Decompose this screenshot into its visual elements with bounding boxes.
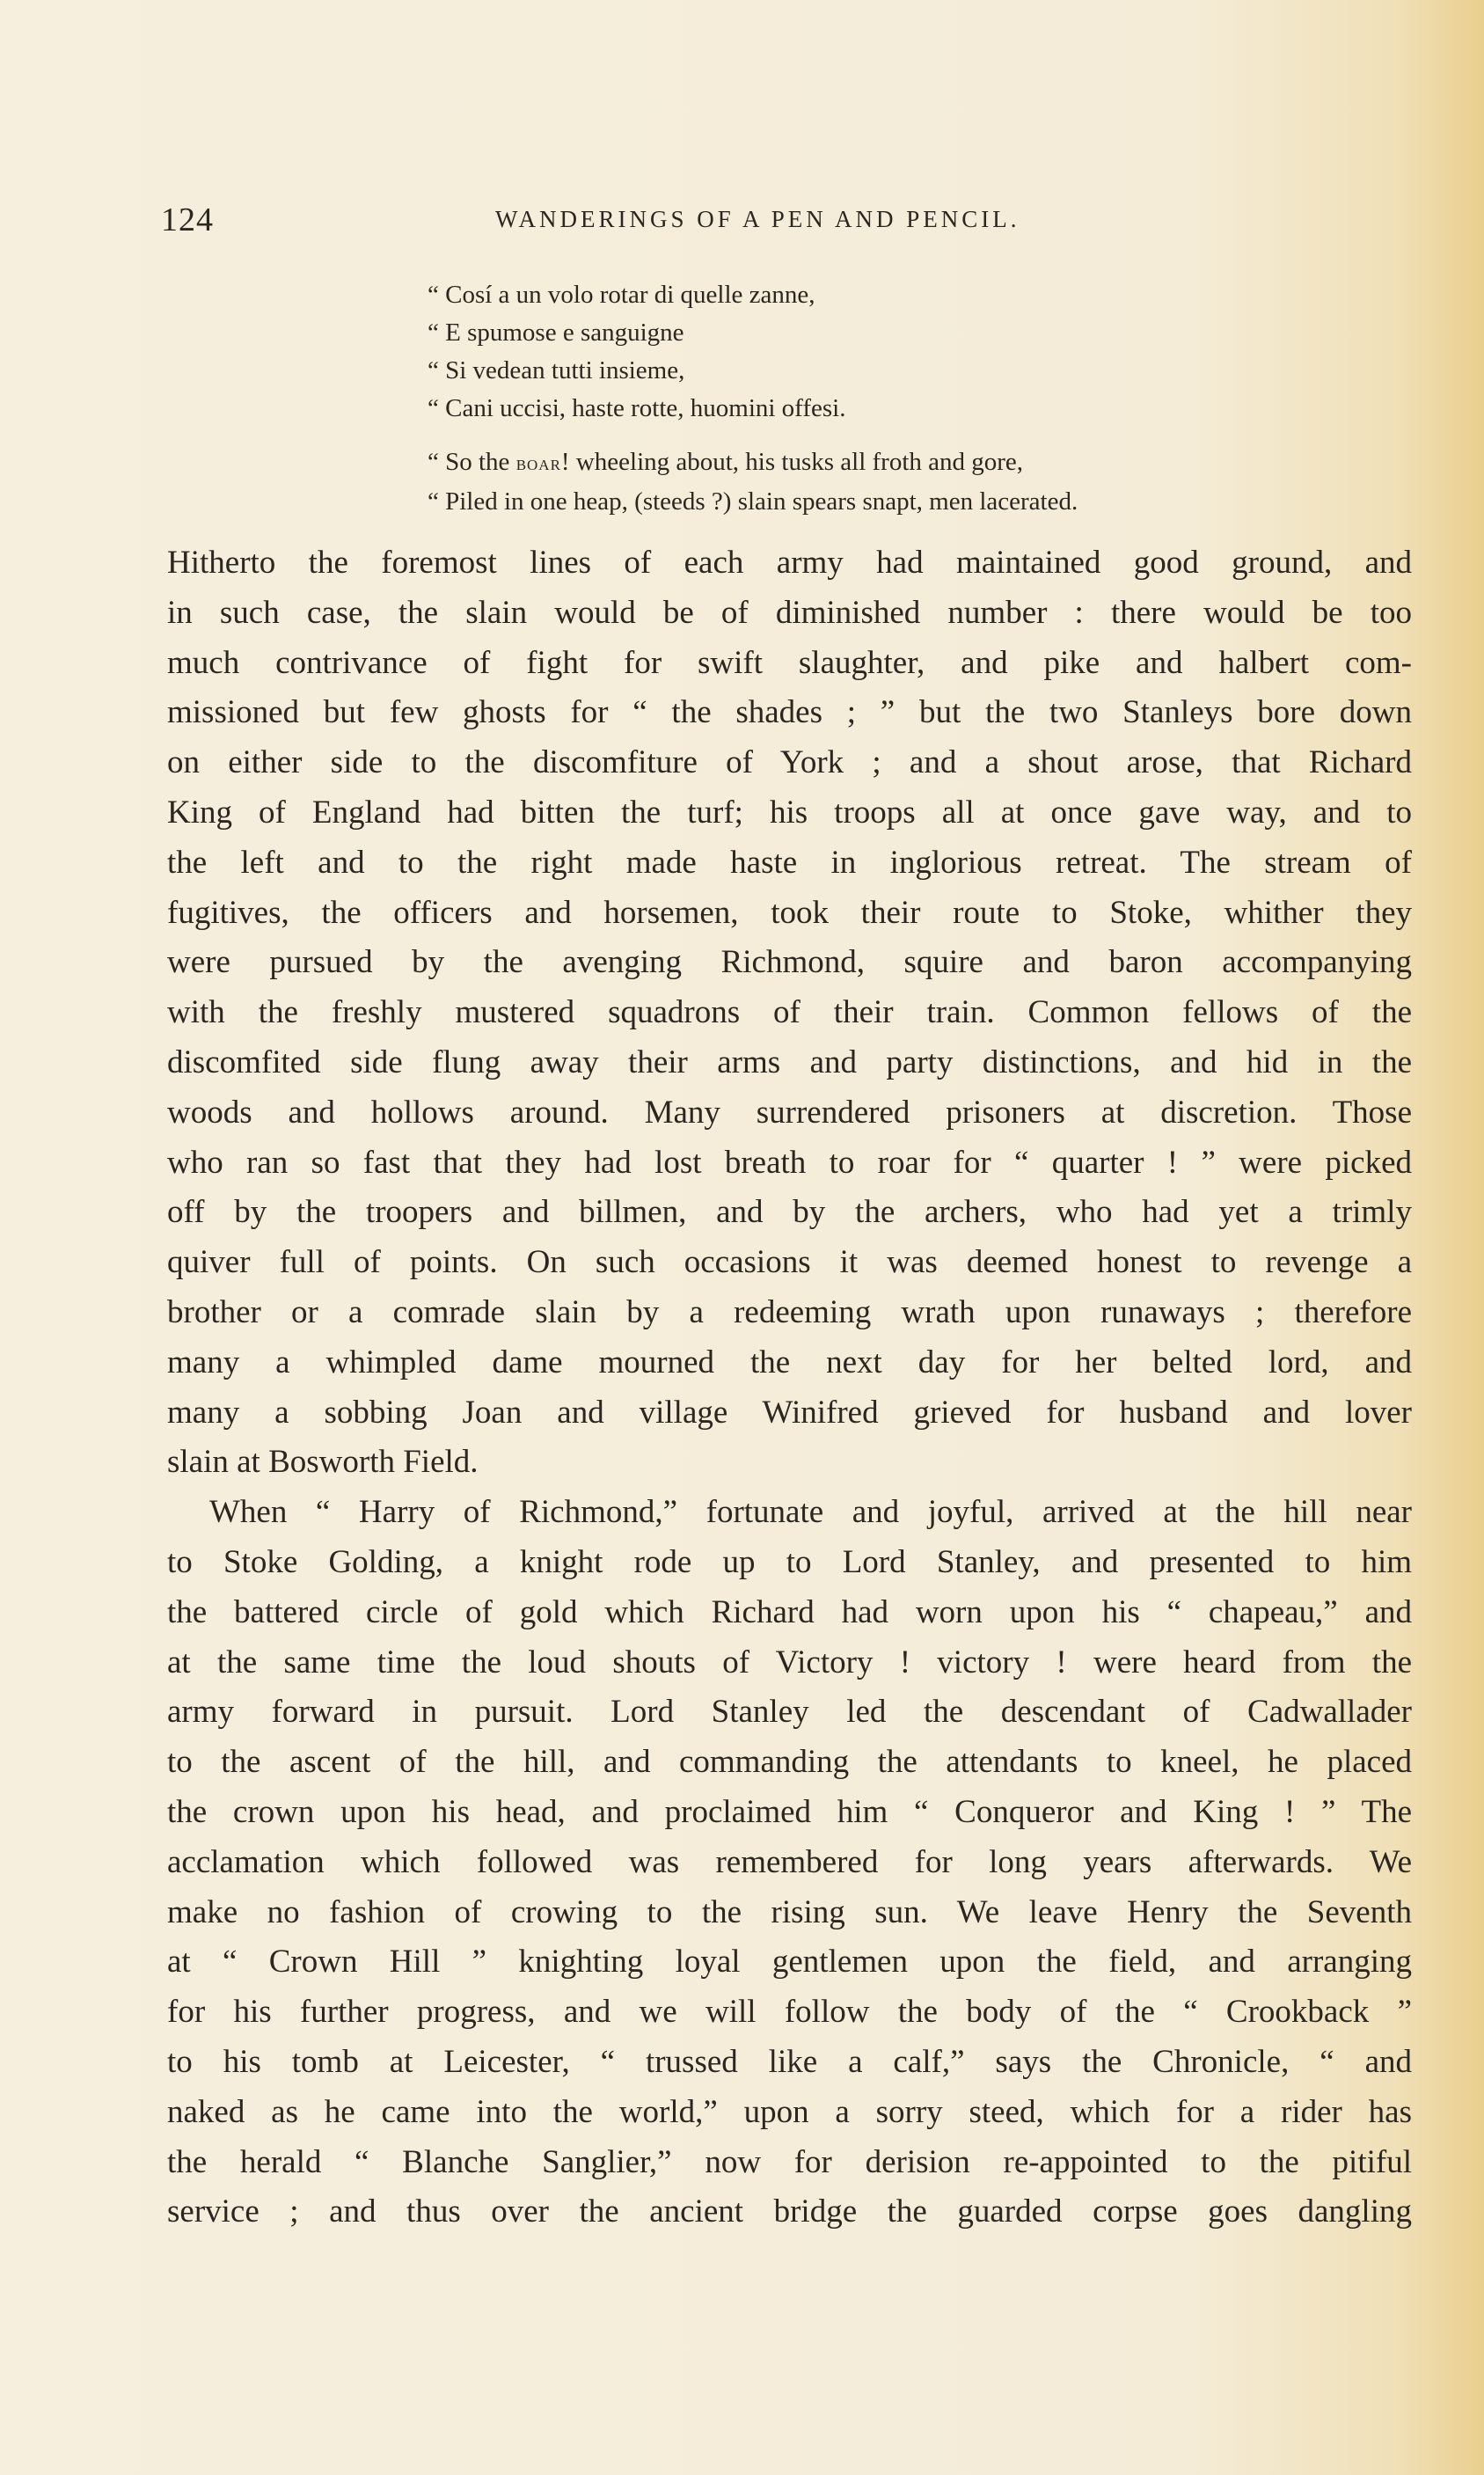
text-line: the battered circle of gold which Richard had worn upon his “ chapeau,” and [167,1593,1412,1630]
page-number: 124 [161,201,214,238]
text-line: many a sobbing Joan and village Winifred grieved for husband and lover [167,1394,1412,1431]
text-line: acclamation which followed was remembered for long years afterwards. We [167,1843,1412,1880]
text-line: King of England had bitten the turf; his troops all at once gave way, and to [167,794,1412,831]
verse-quotation [428,276,1078,521]
text-line: When “ Harry of Richmond,” fortunate and joyful, arrived at the hill near [209,1494,1412,1531]
verse-line: “ E spumose e sanguigne [428,319,684,347]
paragraph-1 [167,538,1412,1488]
text-line: the left and to the right made haste in inglorious retreat. The stream of [167,844,1412,881]
text-line: at the same time the loud shouts of Victory ! victory ! were heard from the [167,1644,1412,1681]
verse-small-caps-word: boar [515,452,561,475]
text-line: discomfited side flung away their arms and party distinctions, and hid in the [167,1043,1412,1080]
verse-line: “ Si vedean tutti insieme, [428,356,685,384]
text-line: the crown upon his head, and proclaimed him “ Conqueror and King ! ” The [167,1793,1412,1830]
verse-translation-line [428,443,1078,483]
verse-fragment: “ So the [428,448,516,476]
text-line: to Stoke Golding, a knight rode up to Lord Stanley, and presented to him [167,1543,1412,1580]
text-line: brother or a comrade slain by a redeeming wrath upon runaways ; therefore [167,1293,1412,1330]
text-line: quiver full of points. On such occasions it was deemed honest to revenge a [167,1244,1412,1281]
text-line: the herald “ Blanche Sanglier,” now for derision re-appointed to the pitiful [167,2143,1412,2180]
text-line: with the freshly mustered squadrons of their train. Common fellows of the [167,994,1412,1031]
verse-line: “ Cani uccisi, haste rotte, huomini offesi. [428,394,846,422]
text-line: to his tomb at Leicester, “ trussed like a calf,” says the Chronicle, “ and [167,2043,1412,2080]
text-line: on either side to the discomfiture of York ; and a shout arose, that Richard [167,744,1412,781]
text-line: slain at Bosworth Field. [167,1444,479,1481]
verse-fragment: ! wheeling about, his tusks all froth and gore, [560,448,1024,476]
text-line: who ran so fast that they had lost breath to roar for “ quarter ! ” were picked [167,1144,1412,1181]
paragraph-2 [167,1488,1412,2237]
text-line: to the ascent of the hill, and commanding the attendants to kneel, he placed [167,1744,1412,1781]
running-title: WANDERINGS OF A PEN AND PENCIL. [495,206,1020,232]
text-line: many a whimpled dame mourned the next day for her belted lord, and [167,1344,1412,1380]
text-line: naked as he came into the world,” upon a sorry steed, which for a rider has [167,2093,1412,2130]
text-line: in such case, the slain would be of diminished number : there would be too [167,594,1412,631]
text-line: off by the troopers and billmen, and by the archers, who had yet a trimly [167,1194,1412,1231]
text-line: at “ Crown Hill ” knighting loyal gentlemen upon the field, and arranging [167,1944,1412,1981]
text-line: Hitherto the foremost lines of each army had maintained good ground, and [167,545,1412,581]
body-text [167,538,1412,2237]
text-line: army forward in pursuit. Lord Stanley led the descendant of Cadwallader [167,1694,1412,1731]
text-line: missioned but few ghosts for “ the shades ; ” but the two Stanleys bore down [167,694,1412,731]
text-line: for his further progress, and we will follow the body of the “ Crookback ” [167,1994,1412,2031]
verse-translation-line: “ Piled in one heap, (steeds ?) slain spears snapt, men lacerated. [428,487,1078,516]
stanza-gap [428,428,1078,443]
text-line: service ; and thus over the ancient bridge the guarded corpse goes dangling [167,2193,1412,2230]
text-line: were pursued by the avenging Richmond, squire and baron accompanying [167,944,1412,981]
text-line: fugitives, the officers and horsemen, took their route to Stoke, whither they [167,894,1412,931]
text-line: woods and hollows around. Many surrendered prisoners at discretion. Those [167,1094,1412,1131]
verse-line: “ Cosí a un volo rotar di quelle zanne, [428,281,815,309]
text-line: make no fashion of crowing to the rising sun. We leave Henry the Seventh [167,1893,1412,1930]
text-line: much contrivance of fight for swift slaughter, and pike and halbert com- [167,644,1412,681]
page-header [161,201,1151,246]
